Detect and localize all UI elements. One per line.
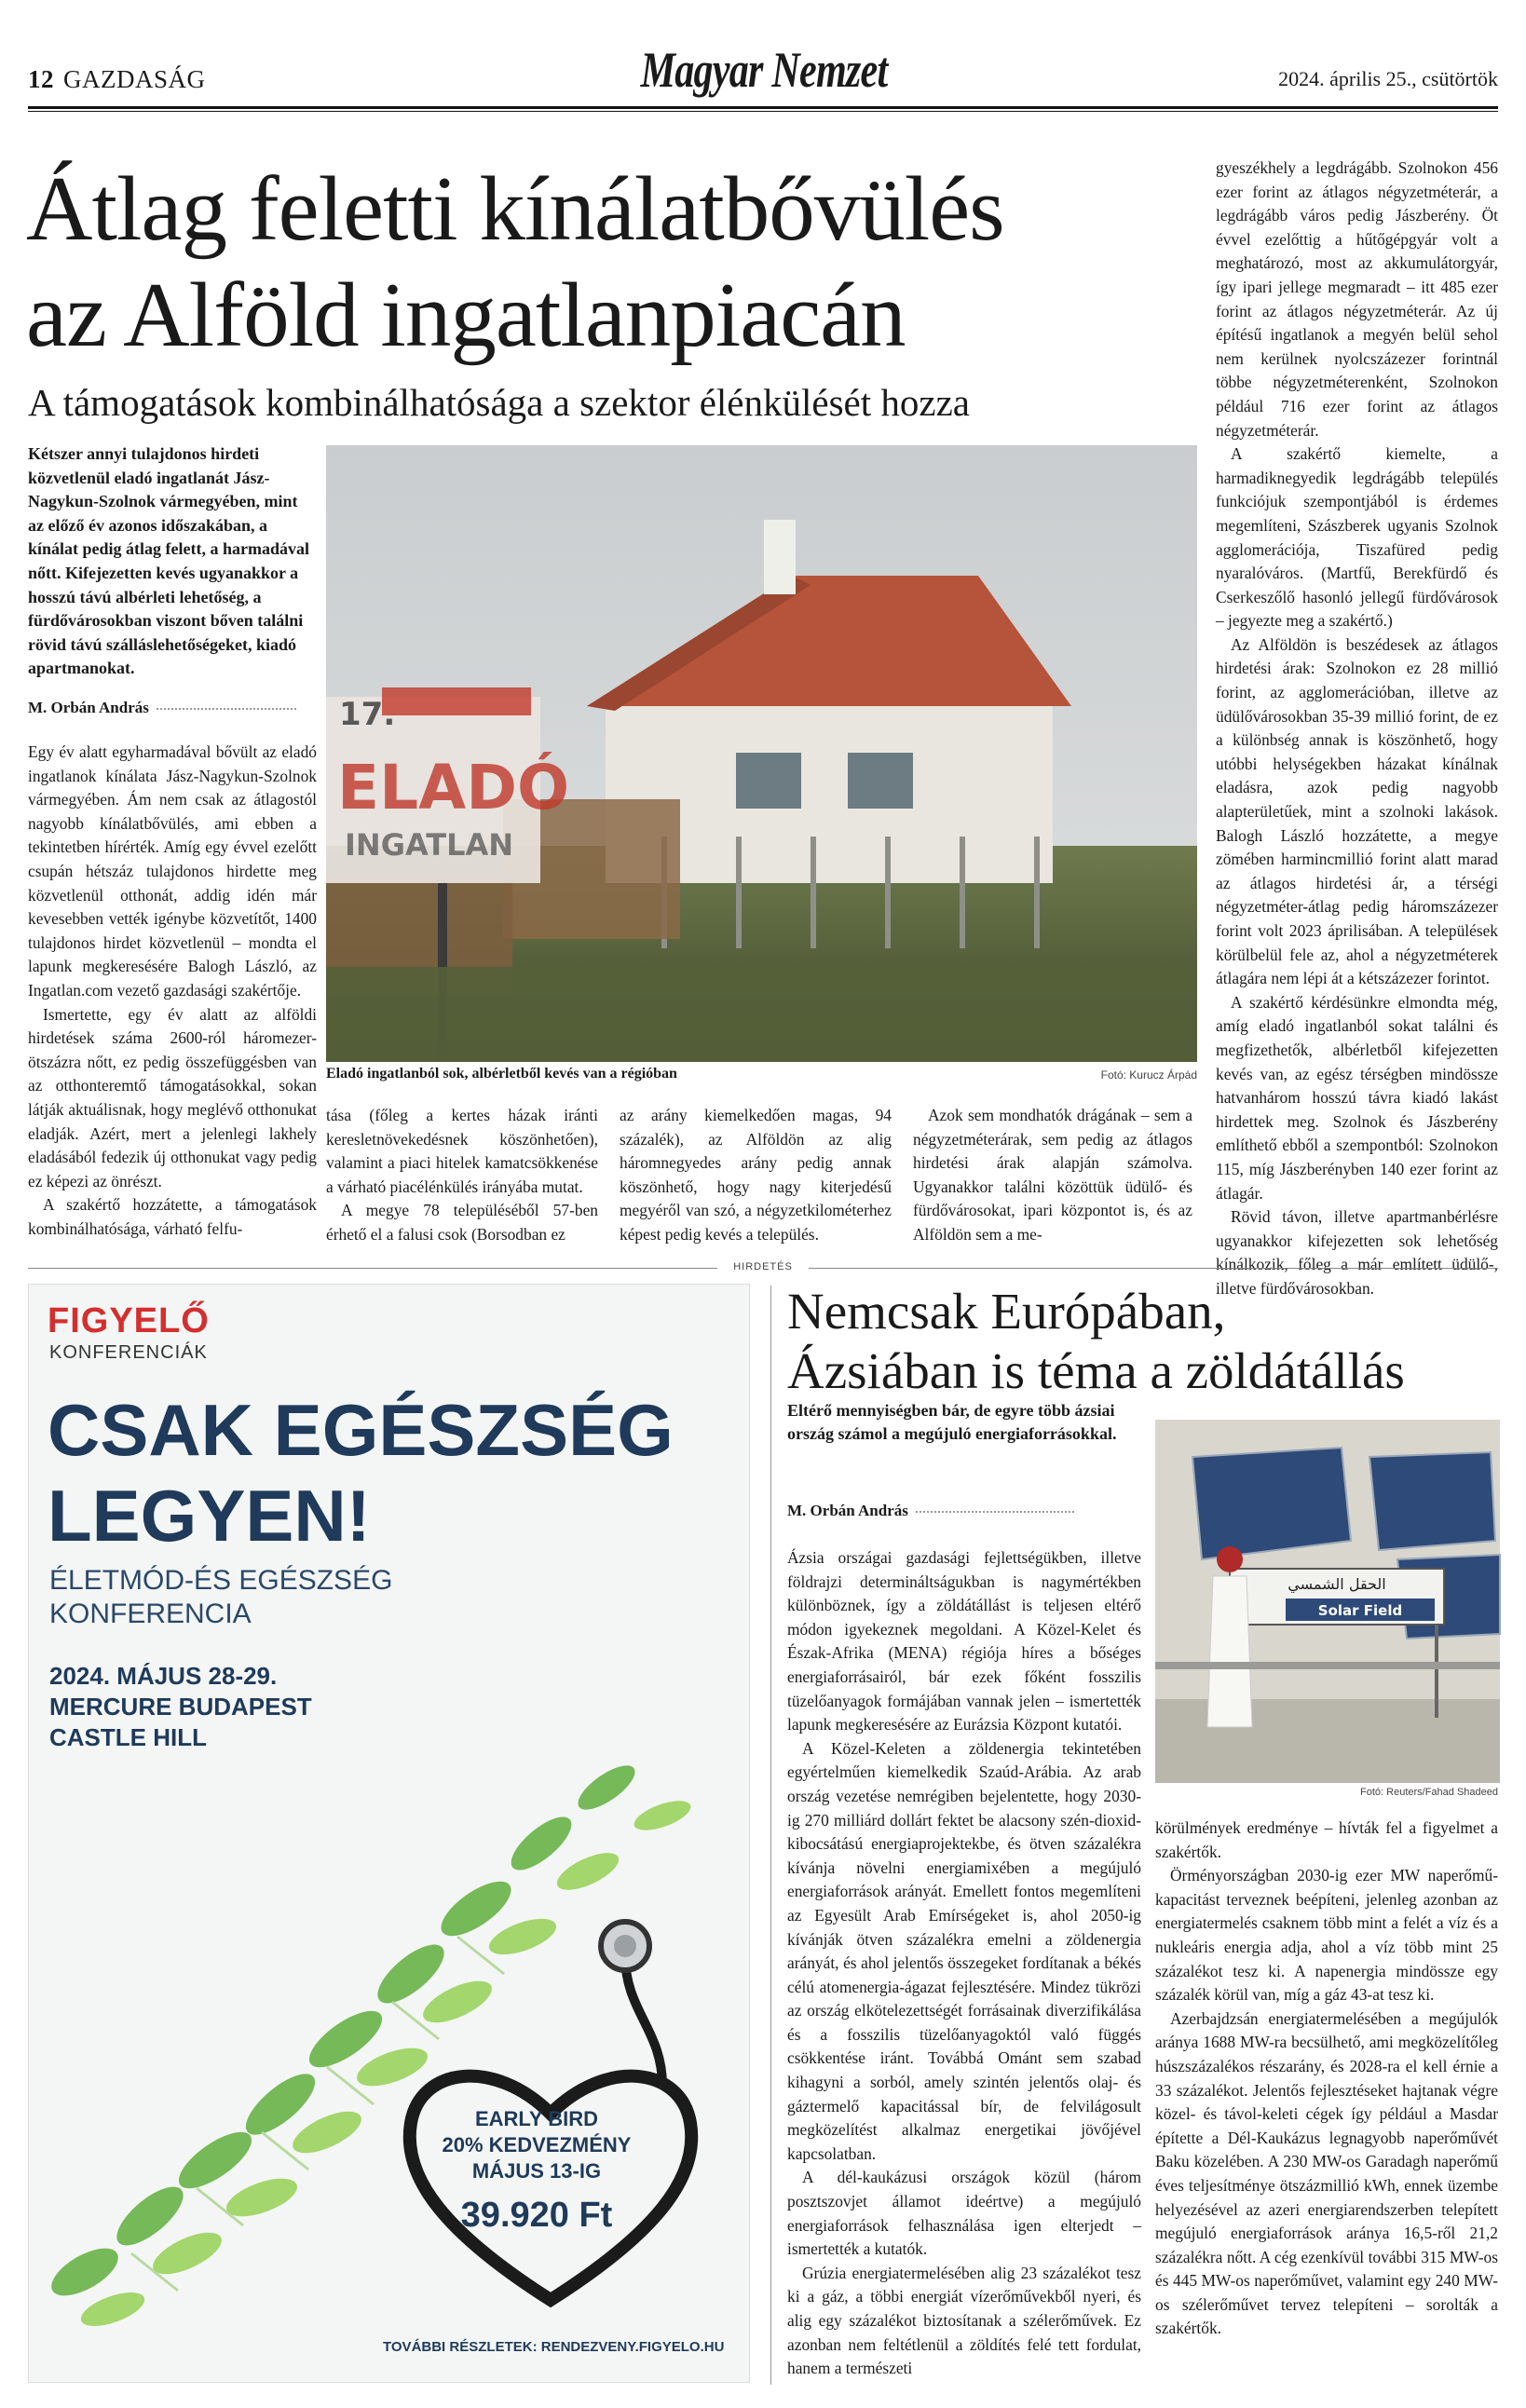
- paragraph: A megye 78 településéből 57-ben érhető el a falusi csok (Borsodban ez: [326, 1201, 598, 1244]
- ad-early-bird: [429, 2106, 644, 2184]
- sign-main-text: ELADÓ: [337, 752, 570, 823]
- photo-caption: Eladó ingatlanból sok, albérletből kevés van a régióban: [326, 1066, 677, 1082]
- article-headline: [26, 156, 1172, 369]
- ad-event-details: [49, 1661, 441, 1753]
- ad-early-bird-label: EARLY BIRD: [474, 2107, 599, 2130]
- article2-photo-solar-field: [1155, 1420, 1500, 1783]
- byline-author: M. Orbán András: [28, 699, 149, 716]
- paragraph: A szakértő kérdésünkre elmondta még, amíg eladó ingatlanból sokat találni és megfizethetők, albérletből kifejezetten kevés van, az egész térségben mindössze hatvanhárom hosszú távra kiadó lakást hirdettek meg. Szolnok és Jászberény említhető ebből a szempontból: Szolnokon 115, míg Jászberényben 140 ezer forint az átlagár.: [1216, 992, 1498, 1203]
- sign-sub-text: INGATLAN: [345, 827, 513, 863]
- paragraph: A szakértő hozzátette, a támogatások kombinálhatósága, várható felfu-: [28, 1195, 317, 1238]
- ad-title-line-1: CSAK EGÉSZSÉG: [48, 1389, 674, 1471]
- ad-subtitle: [49, 1564, 534, 1631]
- ad-price: 39.920 Ft: [460, 2196, 613, 2235]
- paragraph: Ázsia országai gazdasági fejlettségükben, illetve földrajzi determináltságukban is nagymértékben különböznek, így a zöldátállást is teljesen eltérő módon igyekeznek megoldani. A Közel-Kelet és Észak-Afrika (MENA) régiója híres a bőséges energiaforrásairól, bár ezek főként fosszilis tüzelőanyagok formájában vannak jelen – ismertették lapunk megkeresésére az Eurázsia Központ kutatói.: [787, 1548, 1141, 1735]
- article2-lead: Eltérő mennyiségben bár, de egyre több ázsiai ország számol a megújuló energiaforrásokkal.: [787, 1401, 1117, 1443]
- solar-field-sign-arabic: الحقل الشمسي: [1288, 1575, 1386, 1593]
- sign-number: 17.: [339, 696, 396, 733]
- page-number: 12: [28, 65, 54, 93]
- advertisement-label: HIRDETÉS: [733, 1261, 793, 1272]
- photo2-credit: Fotó: Reuters/Fahad Shadeed: [1360, 1787, 1498, 1798]
- article-column-right: [1216, 156, 1498, 1298]
- paragraph: Ismertette, egy év alatt az alföldi hirdetések száma 2600-ról háromezer-ötszázra nőtt, ez pedig összefüggésben van az otthonteremtő támogatásokkal, sokan látják aktuálisnak, hogy meglévő otthonukat eladják. Azért, mert a jelenlegi lakhely eladásából fedezik új otthonukat vagy pedig ez képezi az önrészt.: [28, 1004, 317, 1190]
- paragraph: A Közel-Keleten a zöldenergia tekintetében egyértelműen kiemelkedik Szaúd-Arábia. Az arab ország vezetése nemrégiben bejelentette, hogy 2030-ig 270 milliárd dollárt fektet be alacsony szén-dioxid-kibocsátású energiaprojektekbe, és ötven százalékra kívánja növelni energiamixében a megújuló energiaforrások arányát. Emellett fontos megemlíteni az Egyesült Arab Emírségeket is, ahol 2050-ig kívánják ötven százalékra emelni a zöldenergia arányát, és ahol jelentős összegeket fordítanak a békés célú atomenergia-ágazat fejlesztésére. Mindez tükrözi az ország elkötelezettségét forrásainak diverzifikálása és a fosszilis tüzelőanyagoktól való függés csökkentése iránt. Továbbá Ománt sem szabad kihagyni a sorból, amely szintén jelentős olaj- és gáztermelő kapacitással bír, de felvilágosult megközelítést alkalmaz energetikai jövőjével kapcsolatban.: [787, 1738, 1141, 2163]
- article-photo-house: [326, 445, 1197, 1062]
- ad-subtitle-line-2: KONFERENCIA: [49, 1599, 252, 1629]
- masthead-logo: Magyar Nemzet: [640, 42, 888, 98]
- ad-brand: FIGYELŐ: [48, 1301, 210, 1340]
- page-header-left: [28, 65, 206, 94]
- header-rule: [28, 106, 1498, 109]
- solar-field-sign: Solar Field: [1317, 1602, 1403, 1619]
- paragraph: Grúzia energiatermelésében alig 23 százalékot tesz ki a gáz, a többi energiát vízerőművekből nyeri, és alig egy százalékot biztosítanak a szélerőművek. Ez azonban nem feltétlenül a zöldítés felé tett fordulat, hanem a természeti: [787, 2263, 1141, 2378]
- ad-footer-link[interactable]: TOVÁBBI RÉSZLETEK: RENDEZVENY.FIGYELO.HU: [383, 2339, 725, 2355]
- header-rule-thin: [28, 111, 1498, 112]
- article2-headline: [787, 1282, 1495, 1401]
- article-column-3: [620, 1104, 892, 1262]
- column-separator: [770, 1286, 771, 2385]
- paragraph: Azok sem mondhatók drágának – sem a négyzetméterárak, sem pedig az átlagos hirdetési árak alapján számolva. Ugyanakkor találni közöttük üdülő- és fürdővárosokat, ipari központot is, és az Alföldön sem a me-: [913, 1106, 1192, 1244]
- paragraph: Örményországban 2030-ig ezer MW naperőmű-kapacitást terveznek beépíteni, jelenleg azonban az energiatermelés csaknem több mint a felét a víz és a nukleáris energia adja, ahol a víz több mint 25 százalékot tesz ki. A napenergia mindössze egy százalék körül van, míg a gáz 43-at tesz ki.: [1155, 1866, 1498, 2005]
- article2-column-2: [1155, 1816, 1498, 2380]
- ad-discount: 20% KEDVEZMÉNY: [442, 2133, 632, 2156]
- ad-brand-sub: KONFERENCIÁK: [49, 1342, 208, 1363]
- ad-divider-right: [809, 1268, 1498, 1269]
- article2-headline-line-2: Ázsiában is téma a zöldátállás: [787, 1342, 1405, 1399]
- article-column-4: [913, 1104, 1192, 1262]
- photo-credit: Fotó: Kurucz Árpád: [1100, 1068, 1197, 1082]
- byline-author: M. Orbán András: [787, 1502, 908, 1519]
- article2-byline: [787, 1502, 1141, 1520]
- ad-venue-line-1: MERCURE BUDAPEST: [49, 1693, 312, 1721]
- issue-date: 2024. április 25., csütörtök: [1278, 67, 1498, 90]
- ad-title: [48, 1387, 718, 1558]
- ad-title-line-2: LEGYEN!: [48, 1475, 371, 1557]
- paragraph: körülmények eredménye – hívták fel a figyelmet a szakértők.: [1155, 1818, 1498, 1861]
- article2-headline-line-1: Nemcsak Európában,: [787, 1283, 1226, 1340]
- paragraph: A dél-kaukázusi országok közül (három posztszovjet államot ideértve) a megújuló energiaforrások felhasználása igen elterjedt – ismertették a kutatók.: [787, 2168, 1141, 2259]
- ad-date: 2024. MÁJUS 28-29.: [49, 1662, 278, 1690]
- advertisement[interactable]: [28, 1284, 750, 2383]
- article-subheadline: A támogatások kombinálhatósága a szektor élénkülését hozza: [28, 381, 970, 424]
- paragraph: Egy év alatt egyharmadával bővült az eladó ingatlanok kínálata Jász-Nagykun-Szolnok vármegyében. Ám nem csak az átlagostól nagyobb kínálatbővülés, ami ebben a tekintetben hírérték. Amíg egy évvel ezelőtt csupán hétszáz tulajdonos hirdette meg közvetlenül otthonát, addig idén már kevesebben vették igénybe közvetítőt, 1400 tulajdonos hirdet közvetlenül – mondta el lapunk megkeresésére Balogh László, az Ingatlan.com vezető gazdasági szakértője.: [28, 742, 317, 1000]
- ad-subtitle-line-1: ÉLETMÓD-ÉS EGÉSZSÉG: [49, 1565, 393, 1596]
- ad-venue-line-2: CASTLE HILL: [49, 1723, 207, 1751]
- paragraph: A szakértő kiemelte, a harmadiknegyedik legdrágább település funkciójuk szempontjából is érdemes megemlíteni, Szászberek ugyanis Szolnok agglomerációja, Tiszafüred pedig nyaralóváros. (Martfű, Berekfürdő és Cserkeszőlő hasonló jellegű fürdővárosok – jegyezte meg a szakértő.): [1216, 444, 1498, 631]
- article-column-1: [28, 741, 317, 1262]
- article-byline: [28, 699, 317, 717]
- headline-line-1: Átlag feletti kínálatbővülés: [26, 158, 1004, 260]
- article2-column-1: [787, 1546, 1141, 2380]
- paragraph: tása (főleg a kertes házak iránti keresletnövekedésnek köszönhetően), valamint a piaci hitelek kamatcsökkenése a várható piacélénkülés irányába mutat.: [326, 1106, 598, 1196]
- ad-deadline: MÁJUS 13-IG: [471, 2159, 602, 2183]
- paragraph: Rövid távon, illetve apartmanbérlésre ugyanakkor kifejezetten sok lehetőség kínálkozik, főleg a már említett üdülő-, illetve fürdővárosokban.: [1216, 1207, 1498, 1298]
- article-lead: Kétszer annyi tulajdonos hirdeti közvetlenül eladó ingatlanát Jász-Nagykun-Szolnok vármegyében, mint az előző év azonos időszakában, a kínálat pedig átlag felett, a harmadával nőtt. Kifejezetten kevés ugyanakkor a hosszú távú albérleti lehetőség, a fürdővárosokban viszont bőven találni rövid távú szálláslehetőségeket, kiadó apartmanokat.: [28, 444, 309, 678]
- byline-dots: [157, 708, 296, 710]
- byline-dots: [916, 1511, 1074, 1513]
- solar-field-photo-illustration: [1155, 1420, 1500, 1783]
- headline-line-2: az Alföld ingatlanpiacán: [26, 265, 906, 366]
- paragraph: az arány kiemelkedően magas, 94 százalék), az Alföldön az alig háromnegyedes arány pedig annak köszönhető, hogy nagy kiterjedésű megyéről van szó, a négyzetkilométerhez képest pedig kevés a település.: [620, 1106, 892, 1244]
- paragraph: Azerbajdzsán energiatermelésében a megújulók aránya 1688 MW-ra becsülhető, ami megközelítőleg húszszázalékos részarány, és 2028-ra el kell érnie a 33 százalékot. Jelentős fejlesztéseket hajtanak végre közel- és távol-keleti cégek így például a Masdar építette a Dél-Kaukázus legnagyobb naperőművét Baku közelében. A 230 MW-os Garadagh naperőmű éves teljesítménye ötszázmillió kWh, ennek üzembe helyezésével az azeri energiarendszerben telepített megújuló energiaforrások aránya 16,5-ről 21,2 százalékra nőtt. A cég ezenkívül további 315 MW-os és 445 MW-os naperőművet, valamint egy 240 MW-os szélerőművet tervez telepíteni – sorolták a szakértők.: [1155, 2008, 1498, 2338]
- paragraph: Az Alföldön is beszédesek az átlagos hirdetési árak: Szolnokon ez 28 millió forint, az agglomerációban, illetve az üdülővárosokban 35-39 millió forint, de ez a különbség annak is köszönhető, hogy utóbbi helységekben házakat kínálnak eladásra, azok pedig nagyobb alapterületűek, mint a szolnoki lakások. Balogh László hozzátette, a megye zömében harmincmillió forint alatt marad az átlagos hirdetési ár, a térségi négyzetméter-átlag pedig háromszázezer forint volt 2023 áprilisában. A települések körülbelül fele az, ahol a négyzetméterek átlagára nem lépi át a kétszázezer forintot.: [1216, 634, 1498, 988]
- house-photo-illustration: [326, 445, 1197, 1062]
- article-column-2: [326, 1104, 598, 1262]
- section-name: GAZDASÁG: [63, 65, 206, 93]
- paragraph: gyeszékhely a legdrágább. Szolnokon 456 ezer forint az átlagos négyzetméterár, a legdrágább város pedig Jászberény. Öt évvel ezelőttig a hűtőgépgyár volt a meghatározó, most az akkumulátorgyár, így ipari jellege megmaradt – itt 485 ezer forint az átlagos négyzetméterár. Az új építésű ingatlanok a megyén belül sehol nem kerülnek nyolcszázezer forintnál többe négyzetméterenként, Szolnokon például 716 ezer forint az átlagos négyzetméterár.: [1216, 158, 1498, 440]
